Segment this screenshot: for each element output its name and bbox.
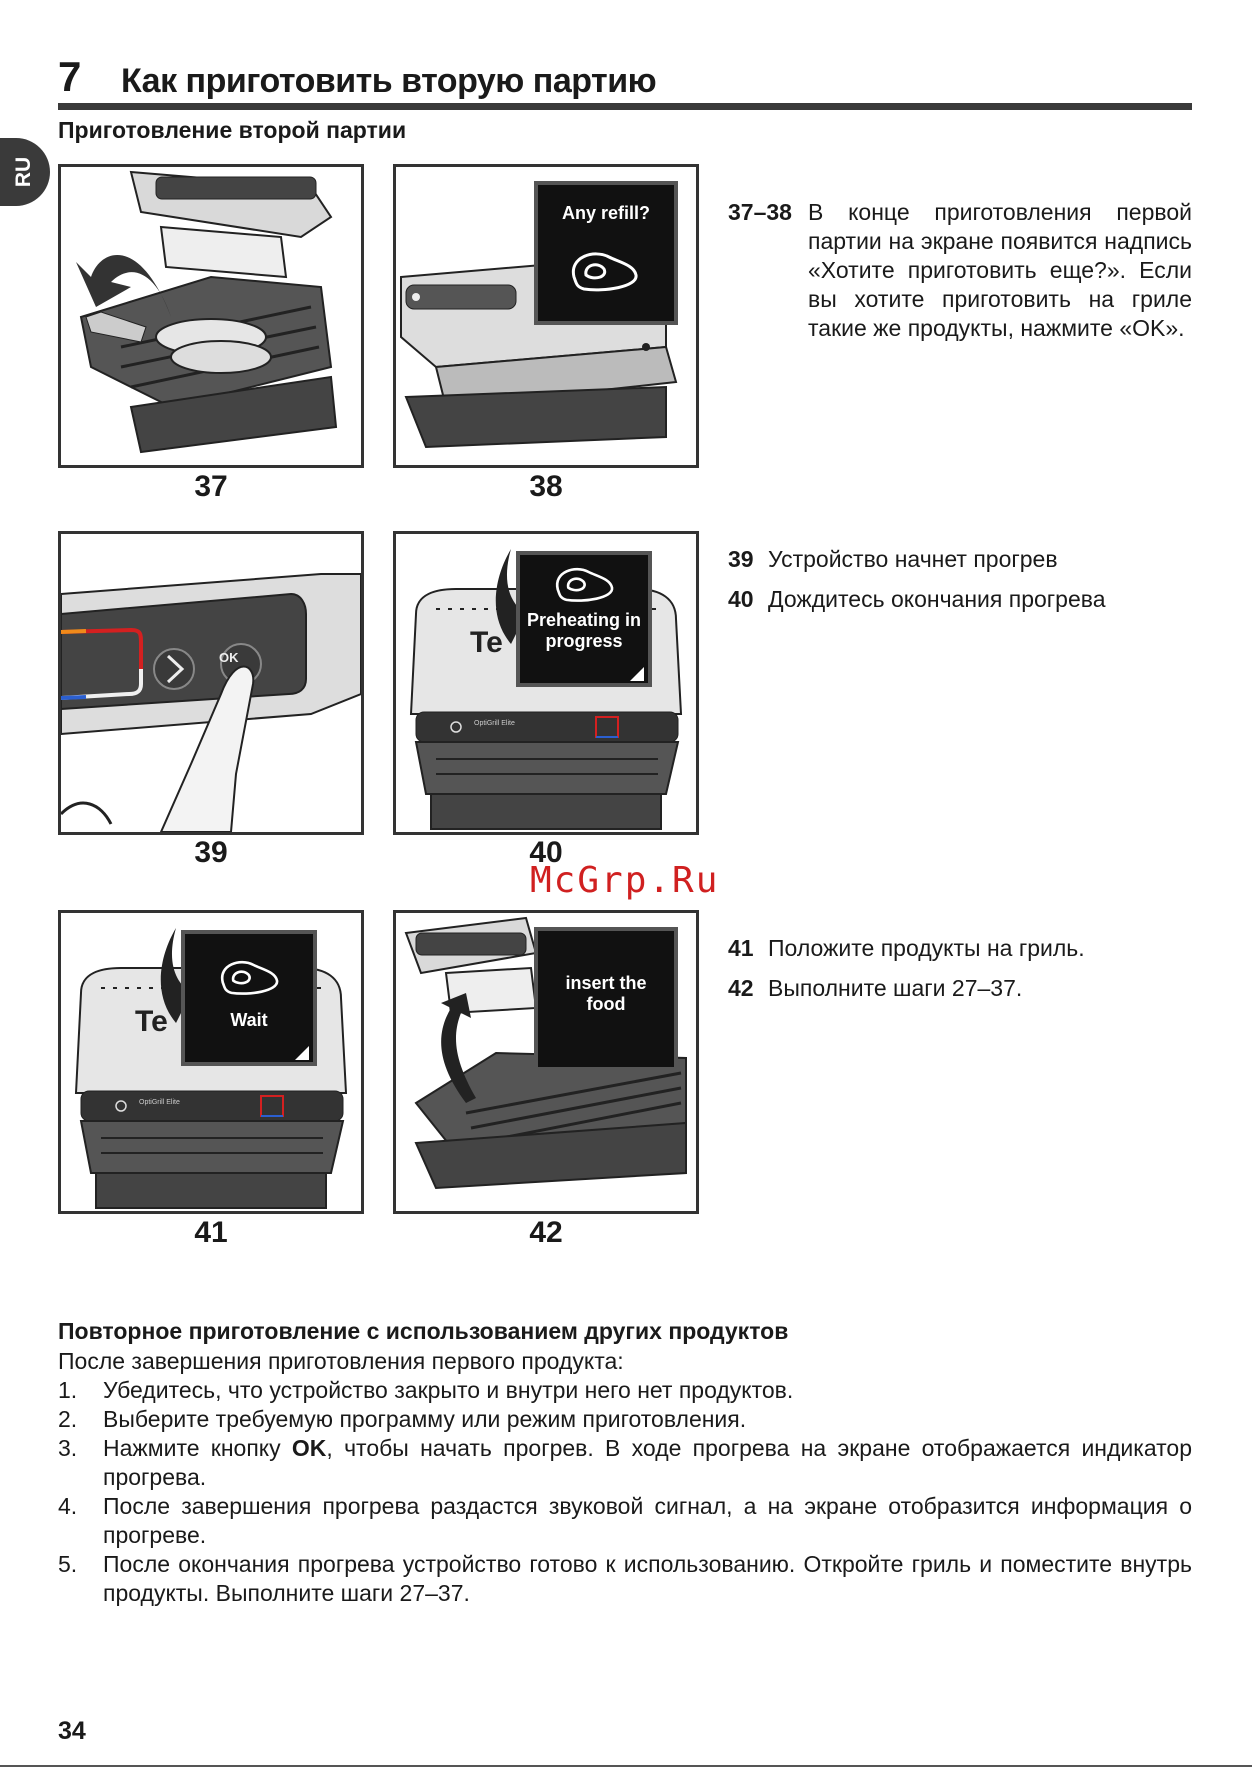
panel-brand-text: OptiGrill Elite [474,720,515,727]
list-item [58,1405,1192,1434]
steak-icon [214,956,284,1000]
control-panel-closeup-illustration [61,534,361,832]
display-screen [534,927,678,1071]
list-item [58,1434,1192,1492]
step-text: Дождитесь окончания прогрева [768,586,1106,612]
subheading: Приготовление второй партии [58,117,407,143]
list-item-text-post: , чтобы начать прогрев. В ходе прогрева на экране отображается индикатор прогрева. [103,1435,1192,1490]
figure-37-label: 37 [194,470,228,503]
list-item-number: 5. [58,1551,78,1577]
figure-37 [58,164,364,468]
list-item-text: Выберите требуемую программу или режим приготовления. [103,1406,747,1432]
step-text: Устройство начнет прогрев [768,546,1058,572]
bottom-intro: После завершения приготовления первого продукта: [58,1348,624,1374]
figure-38-label: 38 [529,470,563,503]
figure-41 [58,910,364,1214]
step-number: 40 [728,586,754,612]
steak-icon [549,563,619,607]
instruction-list [58,1376,1192,1608]
grill-open-remove-food-illustration [61,167,361,465]
language-tab-label: RU [12,156,35,188]
list-item-text: Убедитесь, что устройство закрыто и внутри него нет продуктов. [103,1377,794,1403]
display-screen [516,551,652,687]
brand-logo-text: Te [135,1005,168,1038]
figure-40 [393,531,699,835]
bottom-heading: Повторное приготовление с использованием других продуктов [58,1318,789,1344]
screen-text: Wait [230,1010,268,1030]
step-number: 42 [728,975,754,1001]
figure-39 [58,531,364,835]
list-item [58,1376,1192,1405]
steps-39-40 [728,545,1192,614]
figure-40-label: 40 [529,836,563,869]
corner-triangle-icon [630,667,644,681]
step-text: В конце приготовления первой партии на экране появится надпись «Хотите приготовить еще?». Если вы хотите приготовить на гриле такие же продукты, нажмите «OK». [808,199,1192,341]
list-item [58,1550,1192,1608]
section-number: 7 [58,53,82,100]
list-item-text: После окончания прогрева устройство готово к использованию. Откройте гриль и поместите внутрь продукты. Выполните шаги 27–37. [103,1551,1192,1606]
footer-divider [0,1765,1252,1767]
corner-triangle-icon [295,1046,309,1060]
list-item-text-pre: Нажмите кнопку [103,1435,292,1461]
language-tab [0,138,50,206]
step-37-38 [728,198,1192,343]
section-title: Как приготовить вторую партию [121,62,657,100]
step-number: 37–38 [728,199,792,225]
list-item-number: 3. [58,1435,78,1461]
list-item-number: 1. [58,1377,78,1403]
steak-icon [564,247,644,297]
step-number: 41 [728,935,754,961]
figure-42-label: 42 [529,1216,563,1249]
brand-logo-text: Te [470,626,503,659]
list-item-number: 2. [58,1406,78,1432]
step-text: Положите продукты на гриль. [768,935,1085,961]
figure-38 [393,164,699,468]
list-item-text [103,1434,1192,1492]
list-item [58,1492,1192,1550]
screen-text: Any refill? [561,203,650,223]
steps-41-42 [728,934,1192,1003]
list-item-number: 4. [58,1493,78,1519]
figure-39-label: 39 [194,836,228,869]
screen-text: insert the food [565,973,647,1014]
ok-key-label: OK [291,1435,327,1461]
step-text: Выполните шаги 27–37. [768,975,1023,1001]
panel-brand-text: OptiGrill Elite [139,1099,180,1106]
display-screen [534,181,678,325]
figure-42 [393,910,699,1214]
title-divider [58,103,1192,110]
ok-button-label: OK [219,650,239,665]
screen-text: Preheating in progress [526,610,642,651]
watermark: McGrp.Ru [530,860,720,901]
display-screen [181,930,317,1066]
list-item-text: После завершения прогрева раздастся звуковой сигнал, а на экране отобразится информация о прогреве. [103,1493,1192,1548]
step-number: 39 [728,546,754,572]
page-number: 34 [58,1717,86,1745]
figure-41-label: 41 [194,1216,228,1249]
